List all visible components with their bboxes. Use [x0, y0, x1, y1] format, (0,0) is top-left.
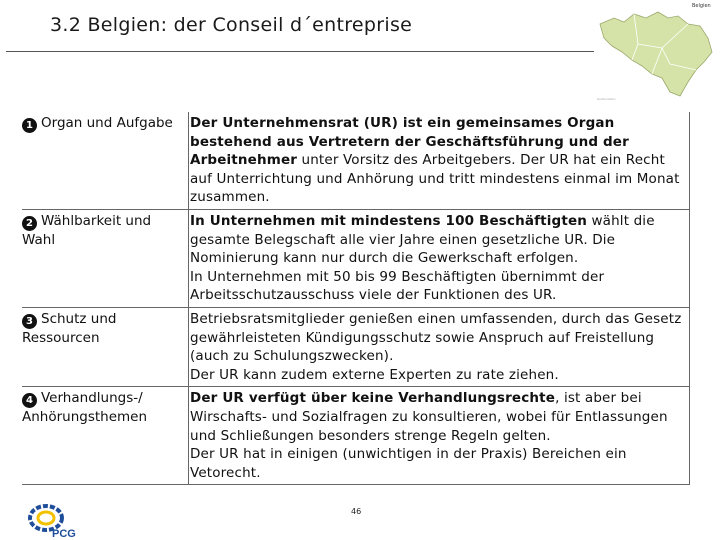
paragraph-text: , ist aber bei Wirschafts- und Sozialfragen zu konsultieren, wobei für Entlassungen und Schließungen besonders strenge Regeln gelten.: [190, 390, 668, 444]
pcg-logo: [26, 500, 82, 540]
bold-text: In Unternehmen mit mindestens 100 Beschäftigten: [190, 212, 588, 229]
row-label: [22, 389, 182, 426]
paragraph: [190, 212, 684, 268]
paragraph-text: unter Vorsitz des Arbeitgebers. Der UR hat ein Recht auf Unterrichtung und Anhörung und tritt mindestens einmal im Monat zusammen.: [190, 152, 680, 206]
number-badge: 4: [22, 393, 37, 408]
row-content: [189, 210, 690, 307]
number-badge: 2: [22, 216, 37, 231]
bold-text: Der Unternehmensrat (UR) ist ein gemeinsames Organ bestehend aus Vertretern der Geschäftsführung und der Arbeitnehmer: [190, 115, 629, 169]
title-divider: [6, 51, 594, 52]
table-row: [22, 308, 690, 387]
belgium-outline: [600, 12, 712, 96]
paragraph-text: Der UR hat in einigen (unwichtigen in der Praxis) Bereichen ein Vetorecht.: [190, 446, 627, 481]
map-caption: Kartendaten: [597, 97, 616, 101]
number-badge: 3: [22, 314, 37, 329]
paragraph-text: Betriebsratsmitglieder genießen einen umfassenden, durch das Gesetz gewährleisteten Kündigungsschutz sowie Anspruch auf Freistellung (auch zu Schulungszwecken).: [190, 310, 682, 365]
row-content: [189, 387, 690, 484]
row-label: [22, 212, 182, 249]
info-table: [22, 112, 690, 485]
bold-text: Der UR verfügt über keine Verhandlungsrechte: [190, 390, 556, 407]
paragraph: [190, 268, 684, 305]
row-content: [189, 308, 690, 386]
paragraph: [190, 389, 684, 445]
table-row: [22, 210, 690, 308]
row-label-text: Wählbarkeit und Wahl: [22, 212, 152, 248]
paragraph: [190, 445, 684, 482]
row-label-text: Organ und Aufgabe: [41, 115, 173, 131]
paragraph: [190, 114, 684, 207]
row-label: [22, 114, 182, 133]
paragraph: [190, 366, 684, 385]
paragraph-text: Der UR kann zudem externe Experten zu rate ziehen.: [190, 366, 559, 383]
paragraph-text: In Unternehmen mit 50 bis 99 Beschäftigten übernimmt der Arbeitsschutzausschuss viele der Funktionen des UR.: [190, 268, 605, 304]
table-row: [22, 387, 690, 485]
paragraph-text: wählt die gesamte Belegschaft alle vier Jahre einen gesetzliche UR. Die Nominierung kann nur durch die Gewerkschaft erfolgen.: [190, 212, 655, 267]
row-content: [189, 112, 690, 209]
logo-text: PCG: [52, 528, 76, 540]
number-badge: 1: [22, 118, 37, 133]
page-number: 46: [351, 507, 362, 516]
belgium-map: [592, 4, 718, 104]
map-label: Belgien: [692, 3, 711, 9]
row-label-text: Verhandlungs-/ Anhörungsthemen: [22, 390, 148, 426]
row-label-text: Schutz und Ressourcen: [22, 310, 117, 346]
page-title: 3.2 Belgien: der Conseil d´entreprise: [50, 14, 413, 36]
paragraph: [190, 310, 684, 366]
table-row: [22, 112, 690, 210]
row-label: [22, 310, 182, 347]
